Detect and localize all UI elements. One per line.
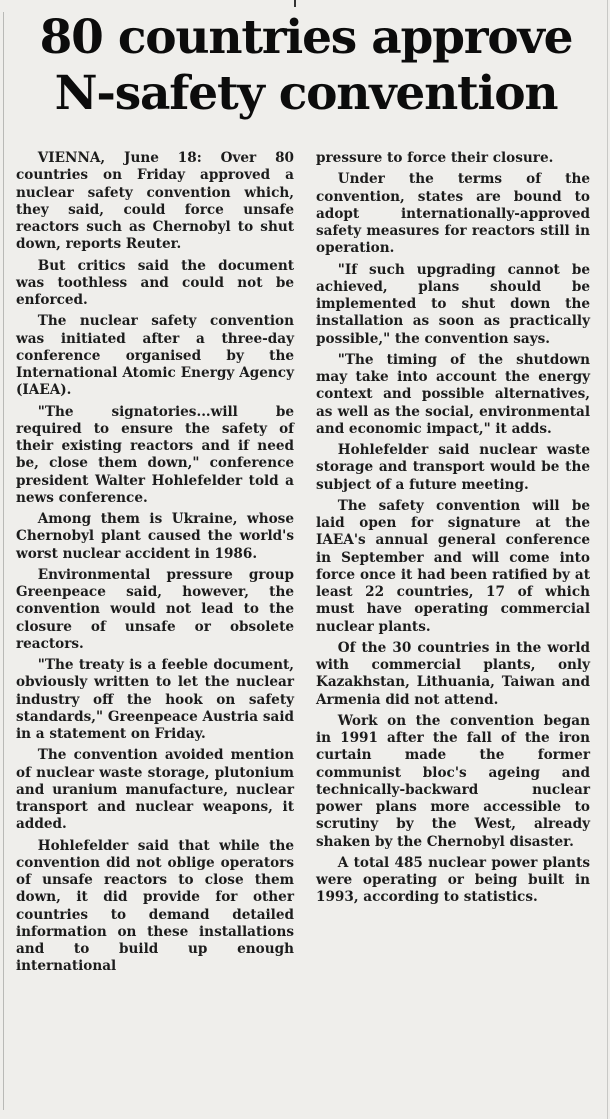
paragraph: The nuclear safety convention was initiated after a three-day conference organised by the International Atomic Energy Agency (IAEA).: [16, 313, 294, 399]
paragraph: Of the 30 countries in the world with commercial plants, only Kazakhstan, Lithuania, Taiwan and Armenia did not attend.: [316, 639, 590, 708]
paragraph: Environmental pressure group Greenpeace said, however, the convention would not lead to the closure of unsafe or obsolete reactors.: [16, 566, 294, 652]
paragraph: A total 485 nuclear power plants were operating or being built in 1993, according to statistics.: [316, 854, 590, 906]
headline: [8, 10, 604, 122]
article-column-left: [16, 150, 294, 980]
paragraph: Hohlefelder said nuclear waste storage and transport would be the subject of a future meeting.: [316, 442, 590, 493]
headline-line-2: N-safety convention: [54, 66, 558, 121]
paragraph: The safety convention will be laid open for signature at the IAEA's annual general conference in September and will come into force once it had been ratified by at least 22 countries, 17 of which must have operating commercial nuclear plants.: [316, 497, 590, 635]
paragraph: Among them is Ukraine, whose Chernobyl plant caused the world's worst nuclear accident in 1986.: [16, 511, 294, 562]
paragraph: "If such upgrading cannot be achieved, plans should be implemented to shut down the installation as soon as practically possible," the convention says.: [316, 261, 590, 347]
headline-line-1: 80 countries approve: [39, 10, 573, 65]
paragraph: Work on the convention began in 1991 after the fall of the iron curtain made the former communist bloc's ageing and technically-backward nuclear power plans more accessible to scrutiny by the West, already shaken by the Chernobyl disaster.: [316, 712, 590, 850]
paragraph: VIENNA, June 18: Over 80 countries on Friday approved a nuclear safety convention which, they said, could force unsafe reactors such as Chernobyl to shut down, reports Reuter.: [16, 150, 294, 253]
paragraph: Under the terms of the convention, states are bound to adopt internationally-approved safety measures for reactors still in operation.: [316, 171, 590, 257]
paragraph: "The timing of the shutdown may take into account the energy context and possible alternatives, as well as the social, environmental and economic impact," it adds.: [316, 351, 590, 437]
paragraph-continuation: pressure to force their closure.: [316, 150, 554, 166]
paragraph: "The treaty is a feeble document, obviously written to let the nuclear industry off the hook on safety standards," Greenpeace Austria said in a statement on Friday.: [16, 657, 294, 742]
paragraph: "The signatories...will be required to ensure the safety of their existing reactors and if need be, close them down," conference president Walter Hohlefelder told a news conference.: [16, 403, 294, 506]
right-border-rule: [607, 0, 608, 1119]
paragraph: The convention avoided mention of nuclear waste storage, plutonium and uranium manufacture, nuclear transport and nuclear weapons, it added.: [16, 747, 294, 833]
left-border-rule: [3, 12, 4, 1110]
top-edge-mark: [294, 0, 296, 7]
article-column-right: [316, 150, 590, 911]
paragraph: But critics said the document was toothless and could not be enforced.: [16, 257, 294, 308]
paragraph: Hohlefelder said that while the convention did not oblige operators of unsafe reactors to close them down, it did provide for other countries to demand detailed information on these installations and to build up enough international: [16, 837, 294, 975]
